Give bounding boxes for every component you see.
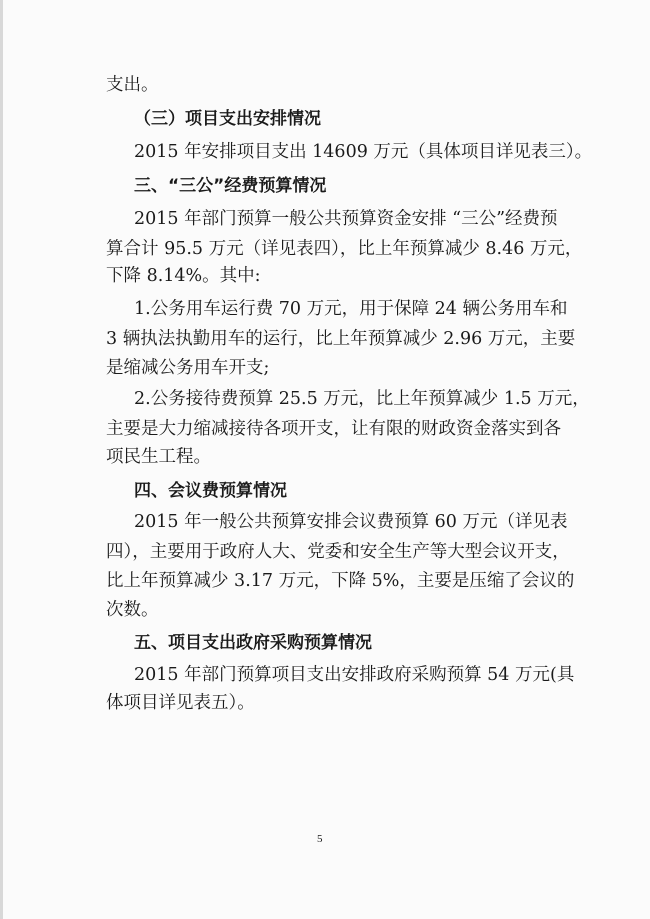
body-text-line: 体项目详见表五）。 — [106, 693, 255, 713]
section-heading-project-expenditure: （三）项目支出安排情况 — [134, 109, 321, 129]
body-text-line: 2.公务接待费预算 25.5 万元，比上年预算减少 1.5 万元， — [134, 389, 590, 409]
page-number: 5 — [317, 833, 323, 845]
body-text-line: 是缩减公务用车开支; — [106, 358, 270, 378]
body-text-line: 项民生工程。 — [106, 447, 211, 467]
body-text-line: 比上年预算减少 3.17 万元，下降 5%，主要是压缩了会议的 — [106, 571, 575, 591]
body-text-line: 算合计 95.5 万元（详见表四），比上年预算减少 8.46 万元， — [106, 239, 583, 259]
body-text-line: 2015 年安排项目支出 14609 万元（具体项目详见表三）。 — [134, 142, 593, 162]
body-text-line: 支出。 — [106, 75, 159, 95]
section-heading-procurement: 五、项目支出政府采购预算情况 — [134, 633, 372, 653]
body-text-line: 2015 年部门预算项目支出安排政府采购预算 54 万元(具 — [134, 665, 575, 685]
body-text-line: 2015 年部门预算一般公共预算资金安排 “三公”经费预 — [134, 209, 558, 229]
body-text-line: 次数。 — [106, 600, 159, 620]
body-text-line: 四），主要用于政府人大、党委和安全生产等大型会议开支， — [106, 542, 570, 562]
section-heading-meeting: 四、会议费预算情况 — [134, 481, 287, 501]
body-text-line: 下降 8.14%。其中: — [106, 266, 261, 286]
body-text-line: 1.公务用车运行费 70 万元，用于保障 24 辆公务用车和 — [134, 299, 568, 319]
section-heading-three-public: 三、“三公”经费预算情况 — [134, 176, 327, 196]
scan-edge — [0, 0, 3, 919]
body-text-line: 3 辆执法执勤用车的运行，比上年预算减少 2.96 万元，主要 — [106, 329, 576, 349]
body-text-line: 主要是大力缩减接待各项开支，让有限的财政资金落实到各 — [106, 419, 561, 439]
body-text-line: 2015 年一般公共预算安排会议费预算 60 万元（详见表 — [134, 512, 568, 532]
